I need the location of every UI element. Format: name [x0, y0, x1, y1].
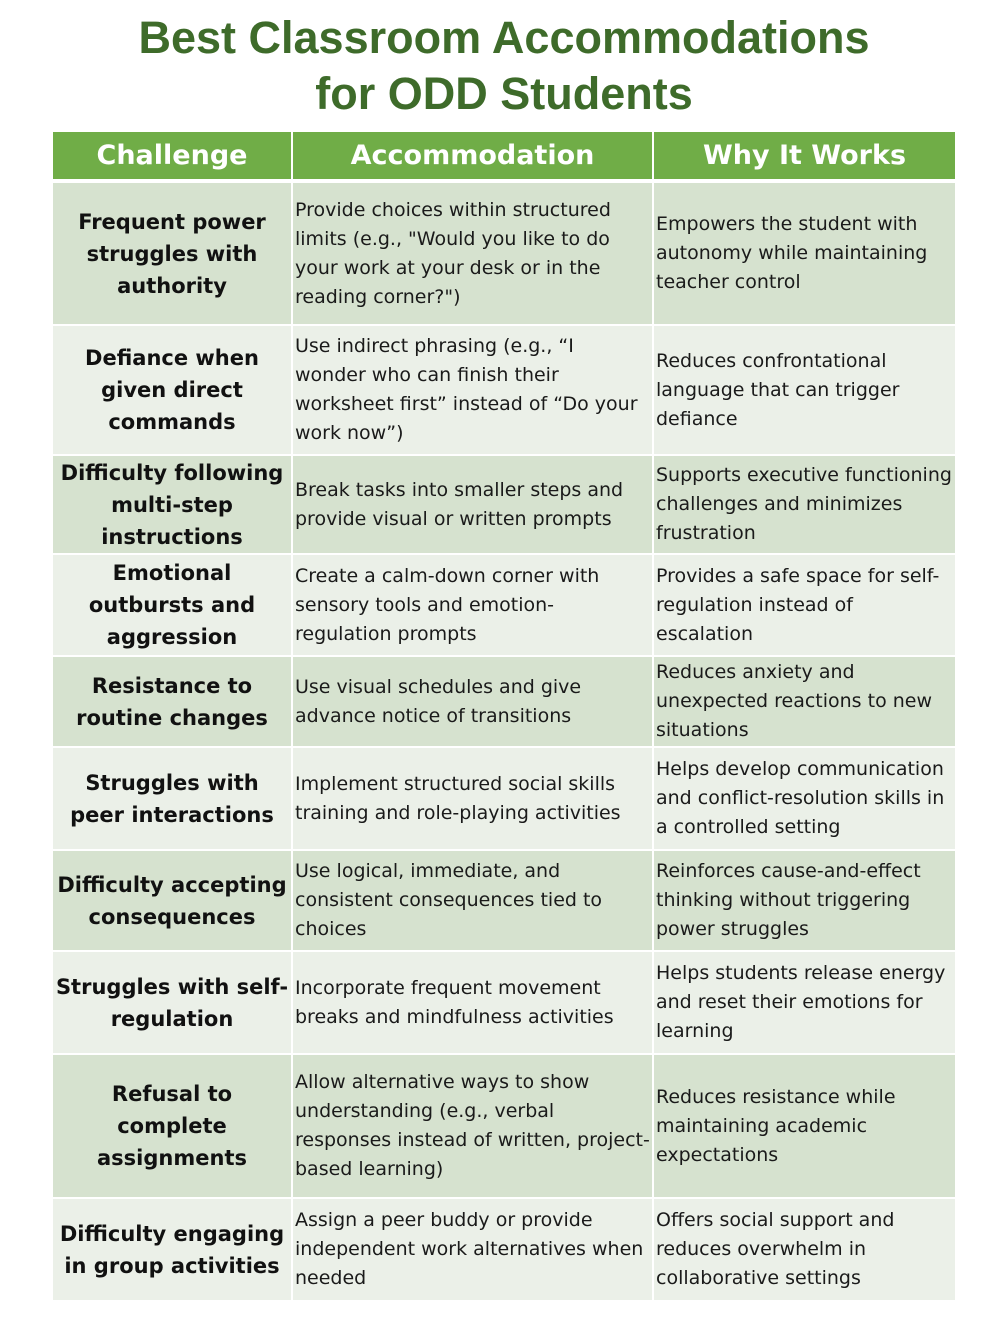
accommodation-cell: Incorporate frequent movement breaks and mindfulness activities — [292, 951, 653, 1054]
accommodation-cell: Assign a peer buddy or provide independent work alternatives when needed — [292, 1198, 653, 1301]
challenge-cell: Refusal to complete assignments — [53, 1054, 292, 1198]
challenge-cell: Frequent power struggles with authority — [53, 181, 292, 325]
why-it-works-cell: Empowers the student with autonomy while maintaining teacher control — [653, 181, 955, 325]
table-row — [53, 325, 955, 455]
page-title — [0, 10, 1008, 122]
table-row — [53, 850, 955, 951]
title-line-2: for ODD Students — [315, 68, 693, 119]
why-it-works-cell: Reduces resistance while maintaining academic expectations — [653, 1054, 955, 1198]
table-row — [53, 747, 955, 850]
accommodation-cell: Use logical, immediate, and consistent consequences tied to choices — [292, 850, 653, 951]
header-accommodation: Accommodation — [292, 132, 653, 181]
challenge-cell: Difficulty following multi-step instructions — [53, 455, 292, 554]
table-row — [53, 554, 955, 656]
accommodation-cell: Implement structured social skills training and role-playing activities — [292, 747, 653, 850]
challenge-cell: Struggles with self-regulation — [53, 951, 292, 1054]
table-header-row — [53, 132, 955, 181]
challenge-cell: Difficulty engaging in group activities — [53, 1198, 292, 1301]
why-it-works-cell: Provides a safe space for self-regulation instead of escalation — [653, 554, 955, 656]
challenge-cell: Difficulty accepting consequences — [53, 850, 292, 951]
header-challenge: Challenge — [53, 132, 292, 181]
table-row — [53, 181, 955, 325]
accommodation-cell: Use indirect phrasing (e.g., “I wonder who can finish their worksheet first” instead of “Do your work now”) — [292, 325, 653, 455]
why-it-works-cell: Reduces anxiety and unexpected reactions to new situations — [653, 656, 955, 747]
accommodation-cell: Create a calm-down corner with sensory tools and emotion-regulation prompts — [292, 554, 653, 656]
why-it-works-cell: Helps develop communication and conflict-resolution skills in a controlled setting — [653, 747, 955, 850]
accommodation-cell: Allow alternative ways to show understanding (e.g., verbal responses instead of written, project-based learning) — [292, 1054, 653, 1198]
accommodations-table — [53, 132, 955, 1302]
table-row — [53, 656, 955, 747]
why-it-works-cell: Supports executive functioning challenges and minimizes frustration — [653, 455, 955, 554]
accommodation-cell: Break tasks into smaller steps and provide visual or written prompts — [292, 455, 653, 554]
challenge-cell: Struggles with peer interactions — [53, 747, 292, 850]
why-it-works-cell: Reinforces cause-and-effect thinking without triggering power struggles — [653, 850, 955, 951]
title-line-1: Best Classroom Accommodations — [138, 12, 870, 63]
challenge-cell: Resistance to routine changes — [53, 656, 292, 747]
why-it-works-cell: Reduces confrontational language that can trigger defiance — [653, 325, 955, 455]
accommodation-cell: Use visual schedules and give advance notice of transitions — [292, 656, 653, 747]
header-why-it-works: Why It Works — [653, 132, 955, 181]
table-row — [53, 1198, 955, 1301]
why-it-works-cell: Helps students release energy and reset their emotions for learning — [653, 951, 955, 1054]
challenge-cell: Emotional outbursts and aggression — [53, 554, 292, 656]
why-it-works-cell: Offers social support and reduces overwhelm in collaborative settings — [653, 1198, 955, 1301]
table-row — [53, 1054, 955, 1198]
table-row — [53, 455, 955, 554]
table-row — [53, 951, 955, 1054]
challenge-cell: Defiance when given direct commands — [53, 325, 292, 455]
accommodation-cell: Provide choices within structured limits (e.g., "Would you like to do your work at your desk or in the reading corner?") — [292, 181, 653, 325]
